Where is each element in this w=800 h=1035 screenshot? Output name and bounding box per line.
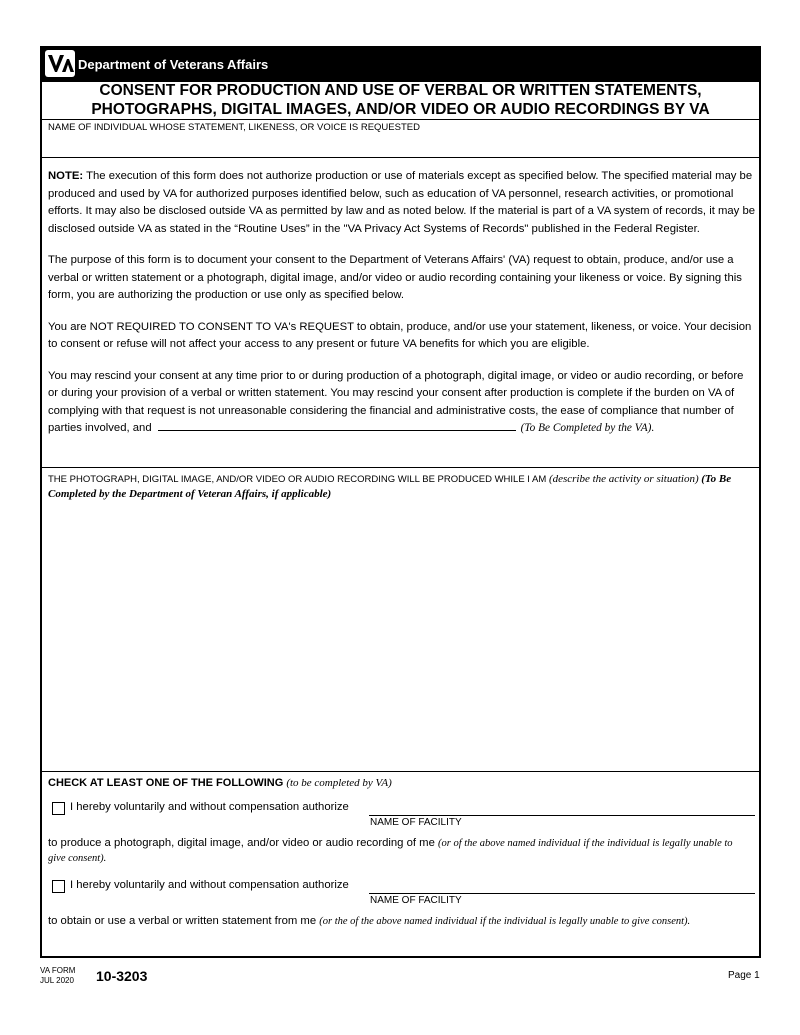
statement-text: to obtain or use a verbal or written statement from me xyxy=(48,915,320,927)
individual-name-label: NAME OF INDIVIDUAL WHOSE STATEMENT, LIKENESS, OR VOICE IS REQUESTED xyxy=(48,122,420,133)
not-required-paragraph: You are NOT REQUIRED TO CONSENT TO VA's REQUEST to obtain, produce, and/or use your statement, likeness, or voice. Your decision to consent or refuse will not affect your access to any present or future VA benefits for which you are eligible. xyxy=(48,320,752,350)
form-label: VA FORM xyxy=(40,966,76,975)
production-note: (or of the above named individual if the individual is legally unable to give consent). xyxy=(48,838,733,864)
form-title xyxy=(42,81,759,119)
authorize-statement-checkbox[interactable] xyxy=(52,880,65,893)
form-id-block xyxy=(40,966,75,985)
note-paragraph xyxy=(48,168,756,238)
facility-name-field-2[interactable] xyxy=(372,877,752,891)
note-text: The execution of this form does not authorize production or use of materials except as specified below. The specified material may be produced and used by VA for authorized purposes identified below, such as education of VA personnel, research activities, or promotional efforts. It may also be disclosed outside VA as permitted by law and as noted below. If the material is part of a VA system of records, it may be disclosed outside VA as stated in the “Routine Uses” in the "VA Privacy Act Systems of Records" published in the Federal Register. xyxy=(48,170,756,235)
form-instructions xyxy=(48,168,756,452)
divider xyxy=(42,771,759,772)
form-title-line-1: CONSENT FOR PRODUCTION AND USE OF VERBAL OR WRITTEN STATEMENTS, xyxy=(99,82,702,99)
check-heading-text: CHECK AT LEAST ONE OF THE FOLLOWING xyxy=(48,777,284,789)
va-logo-icon xyxy=(45,50,75,77)
form-number: 10-3203 xyxy=(96,968,148,984)
divider xyxy=(42,119,759,120)
facility-name-label-2: NAME OF FACILITY xyxy=(370,895,462,906)
rescind-text: You may rescind your consent at any time prior to or during production of a photograph, digital image, or video or audio recording, or before or during your provision of a verbal or written statement. You may rescind your consent after production is complete if the burden on VA of complying with that request is not unreasonable considering the financial and administrative costs, the ease of compliance that number of parties involved, and xyxy=(48,369,744,434)
agency-name: Department of Veterans Affairs xyxy=(78,57,269,72)
production-statement xyxy=(48,836,748,866)
authorize-statement-label: I hereby voluntarily and without compensation authorize xyxy=(70,879,349,891)
authorize-production-checkbox[interactable] xyxy=(52,802,65,815)
activity-description-field[interactable] xyxy=(48,506,753,766)
activity-completion-note: (To Be Completed by the Department of Veteran Affairs, if applicable) xyxy=(48,473,732,500)
statement-statement xyxy=(48,914,748,929)
page-number: Page 1 xyxy=(728,970,760,981)
check-heading-note: (to be completed by VA) xyxy=(286,777,392,789)
rescind-fill-field[interactable] xyxy=(158,420,516,431)
note-label: NOTE: xyxy=(48,170,84,182)
facility-line-2 xyxy=(369,893,755,894)
activity-note: (describe the activity or situation) xyxy=(548,473,699,485)
authorize-production-label: I hereby voluntarily and without compensation authorize xyxy=(70,801,349,813)
facility-name-label-1: NAME OF FACILITY xyxy=(370,817,462,828)
purpose-paragraph: The purpose of this form is to document your consent to the Department of Veterans Affairs' (VA) request to obtain, produce, and/or use a verbal or written statement or a photograph, digital image, and/or video or audio recording containing your likeness or voice. By signing this form, you are authorizing the production or use only as specified below. xyxy=(48,254,742,301)
statement-note: (or the of the above named individual if the individual is legally unable to give consent). xyxy=(319,916,691,927)
consent-form xyxy=(40,46,761,958)
production-text: to produce a photograph, digital image, and/or video or audio recording of me xyxy=(48,837,438,849)
facility-name-field-1[interactable] xyxy=(372,799,752,813)
form-title-line-2: PHOTOGRAPHS, DIGITAL IMAGES, AND/OR VIDEO OR AUDIO RECORDINGS BY VA xyxy=(91,101,710,118)
individual-name-field[interactable] xyxy=(48,134,753,154)
activity-label: THE PHOTOGRAPH, DIGITAL IMAGE, AND/OR VIDEO OR AUDIO RECORDING WILL BE PRODUCED WHILE I AM xyxy=(48,474,549,485)
facility-line-1 xyxy=(369,815,755,816)
agency-header-bar xyxy=(42,48,759,82)
divider xyxy=(42,467,759,468)
check-heading xyxy=(48,777,392,789)
rescind-fill-note: (To Be Completed by the VA). xyxy=(520,422,655,434)
divider xyxy=(42,157,759,158)
rescind-paragraph xyxy=(48,368,756,438)
activity-description-label xyxy=(48,472,738,502)
form-date: JUL 2020 xyxy=(40,975,74,985)
